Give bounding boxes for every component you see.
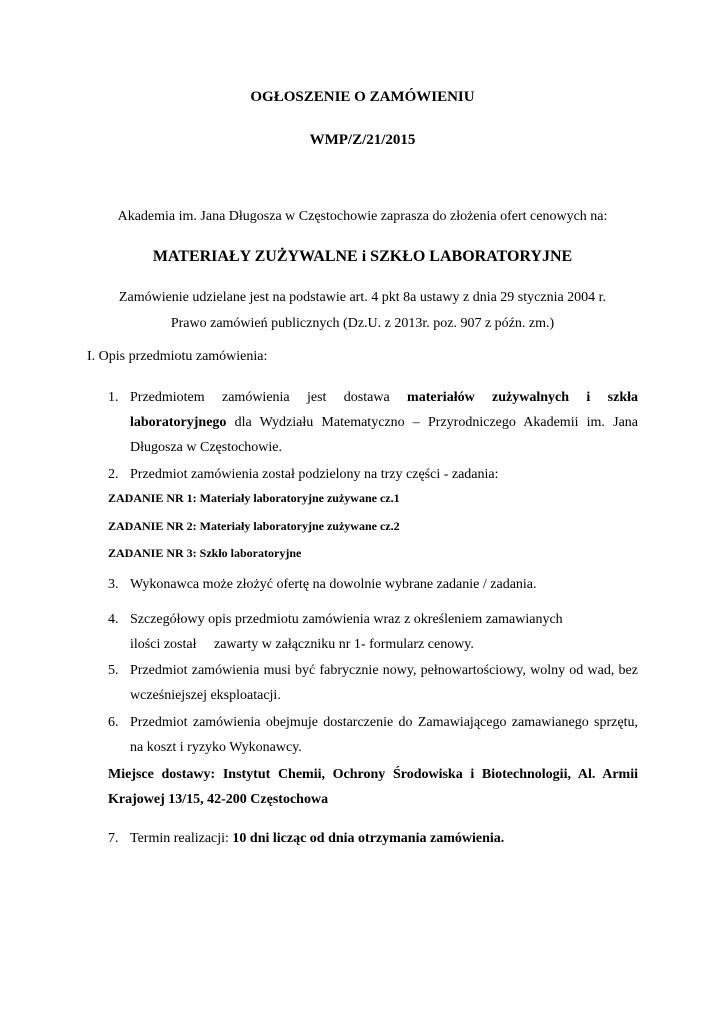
list-number: 2. <box>108 467 119 482</box>
list-item-text: Przedmiot zamówienia musi być fabrycznie nowy, pełnowartościowy, wolny od wad, bez wcześniejszej eksploatacji. <box>130 663 638 703</box>
list-number: 3. <box>108 577 119 592</box>
list-item-6 <box>108 710 638 760</box>
list-item-1 <box>108 385 638 460</box>
task-1: ZADANIE NR 1: Materiały laboratoryjne zużywane cz.1 <box>108 491 400 505</box>
task-2: ZADANIE NR 2: Materiały laboratoryjne zużywane cz.2 <box>108 519 400 533</box>
list-item-text: Wykonawca może złożyć ofertę na dowolnie wybrane zadanie / zadania. <box>130 577 537 592</box>
reference-number: WMP/Z/21/2015 <box>309 132 416 148</box>
deadline-text: 10 dni licząc od dnia otrzymania zamówienia. <box>232 831 505 846</box>
delivery-location: Miejsce dostawy: Instytut Chemii, Ochrony Środowiska i Biotechnologii, Al. Armii Krajowej 13/15, 42-200 Częstochowa <box>108 767 638 807</box>
list-number: 5. <box>108 663 119 678</box>
section-heading: I. Opis przedmiotu zamówienia: <box>87 349 268 364</box>
legal-basis-line-1: Zamówienie udzielane jest na podstawie art. 4 pkt 8a ustawy z dnia 29 stycznia 2004 r. <box>118 290 607 305</box>
list-item-text: Przedmiot zamówienia został podzielony na trzy części - zadania: <box>130 467 499 482</box>
task-3: ZADANIE NR 3: Szkło laboratoryjne <box>108 546 302 560</box>
list-item-5 <box>108 658 638 708</box>
list-item-text: Termin realizacji: 10 dni licząc od dnia otrzymania zamówienia. <box>130 831 505 846</box>
list-item-7 <box>108 826 638 851</box>
list-number: 6. <box>108 715 119 730</box>
intro-text: Akademia im. Jana Długosza w Częstochowie zaprasza do złożenia ofert cenowych na: <box>117 209 608 224</box>
order-subject: MATERIAŁY ZUŻYWALNE i SZKŁO LABORATORYJNE <box>152 248 573 265</box>
document-title: OGŁOSZENIE O ZAMÓWIENIU <box>250 89 475 105</box>
list-item-4 <box>108 607 638 657</box>
legal-basis-line-2: Prawo zamówień publicznych (Dz.U. z 2013r. poz. 907 z późn. zm.) <box>170 316 555 331</box>
list-number: 7. <box>108 831 119 846</box>
list-item-text: Szczegółowy opis przedmiotu zamówienia wraz z określeniem zamawianych ilości został zawarty w załączniku nr 1- formularz cenowy. <box>130 612 563 652</box>
list-number: 1. <box>108 390 119 405</box>
list-item-3 <box>108 572 638 597</box>
bold-phrase: materiałów zużywalnych i szkła laboratoryjnego <box>130 390 638 430</box>
list-number: 4. <box>108 612 119 627</box>
list-item-text: Przedmiotem zamówienia jest dostawa materiałów zużywalnych i szkła laboratoryjnego dla Wydziału Matematyczno – Przyrodniczego Akademii im. Jana Długosza w Częstochowie. <box>130 390 638 455</box>
list-item-text: Przedmiot zamówienia obejmuje dostarczenie do Zamawiającego zamawianego sprzętu, na koszt i ryzyko Wykonawcy. <box>130 715 638 755</box>
list-item-2 <box>108 462 638 487</box>
